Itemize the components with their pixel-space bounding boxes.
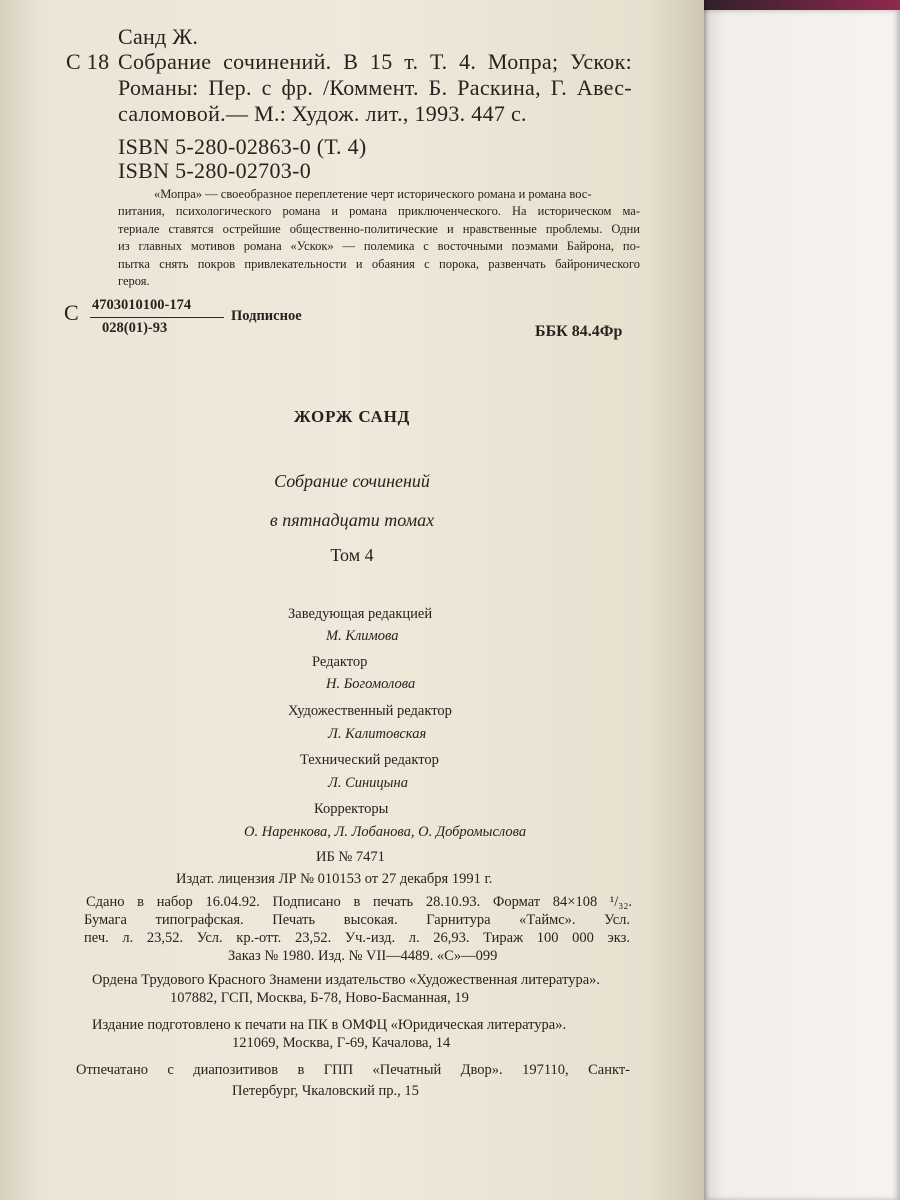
facing-page	[700, 10, 900, 1200]
catalog-entry-line1: Собрание сочинений. В 15 т. Т. 4. Мопра; Ускок:	[118, 49, 632, 74]
classification-letter: С	[64, 300, 79, 325]
subscription-label: Подписное	[231, 308, 302, 324]
publisher-line: Ордена Трудового Красного Знамени издательство «Художественная литература».	[92, 972, 601, 988]
credit-names: О. Наренкова, Л. Лобанова, О. Добромыслова	[244, 824, 527, 840]
classification-denominator: 028(01)-93	[102, 320, 168, 336]
prepared-by-address: 121069, Москва, Г-69, Качалова, 14	[232, 1035, 451, 1051]
series-title: Собрание сочинений	[274, 471, 430, 491]
catalog-author: Санд Ж.	[118, 24, 199, 49]
credit-names: Л. Калитовская	[328, 726, 427, 742]
annotation-line: питания, психологического романа и романа приключенческого. На историческом ма-	[118, 204, 640, 218]
bbk-code: ББК 84.4Фр	[535, 323, 623, 340]
ib-number: ИБ № 7471	[316, 849, 385, 865]
isbn-volume: ISBN 5-280-02863-0 (Т. 4)	[118, 134, 367, 159]
credit-role: Технический редактор	[300, 752, 439, 768]
classification-numerator: 4703010100-174	[92, 297, 192, 313]
print-details-line: печ. л. 23,52. Усл. кр.-отт. 23,52. Уч.-изд. л. 26,93. Тираж 100 000 экз.	[84, 930, 630, 946]
publishing-license: Издат. лицензия ЛР № 010153 от 27 декабря 1991 г.	[176, 871, 493, 887]
annotation-line: из главных мотивов романа «Ускок» — полемика с восточными поэмами Байрона, по-	[118, 239, 640, 253]
prepared-by-line: Издание подготовлено к печати на ПК в ОМФЦ «Юридическая литература».	[92, 1017, 567, 1033]
credit-role: Художественный редактор	[288, 703, 452, 719]
credit-role: Заведующая редакцией	[288, 606, 433, 622]
credit-names: М. Климова	[326, 628, 399, 644]
catalog-entry-line2: Романы: Пер. с фр. /Коммент. Б. Раскина, Г. Авес-	[118, 75, 632, 100]
isbn-set: ISBN 5-280-02703-0	[118, 158, 312, 183]
order-number: Заказ № 1980. Изд. № VII—4489. «С»—099	[228, 948, 498, 964]
annotation-line: «Мопра» — своеобразное переплетение черт исторического романа и романа вос-	[154, 187, 592, 201]
catalog-code: С 18	[66, 49, 110, 74]
catalog-entry-line3: саломовой.— М.: Худож. лит., 1993. 447 с.	[118, 101, 527, 126]
fraction-rule	[90, 317, 224, 318]
credit-names: Л. Синицына	[328, 775, 408, 791]
printed-by-address: Петербург, Чкаловский пр., 15	[232, 1083, 419, 1099]
printed-by-line: Отпечатано с диапозитивов в ГПП «Печатный Двор». 197110, Санкт-	[76, 1062, 630, 1078]
credit-names: Н. Богомолова	[326, 676, 416, 692]
annotation-line: пытка снять покров привлекательности и обаяния с порока, развенчать байронического	[118, 257, 640, 271]
print-details-line: Сдано в набор 16.04.92. Подписано в печать 28.10.93. Формат 84×108 ¹/₃₂.	[86, 894, 632, 910]
credit-role: Корректоры	[314, 801, 389, 817]
annotation-line: героя.	[118, 274, 150, 288]
publisher-address: 107882, ГСП, Москва, Б-78, Ново-Басманная, 19	[170, 990, 469, 1006]
annotation-line: териале ставятся острейшие общественно-политические и нравственные проблемы. Одни	[118, 222, 640, 236]
print-details-line: Бумага типографская. Печать высокая. Гарнитура «Таймс». Усл.	[84, 912, 630, 928]
volume-number: Том 4	[330, 545, 374, 565]
credit-role: Редактор	[312, 654, 368, 670]
author-heading: ЖОРЖ САНД	[293, 407, 411, 426]
series-subtitle: в пятнадцати томах	[269, 510, 435, 530]
